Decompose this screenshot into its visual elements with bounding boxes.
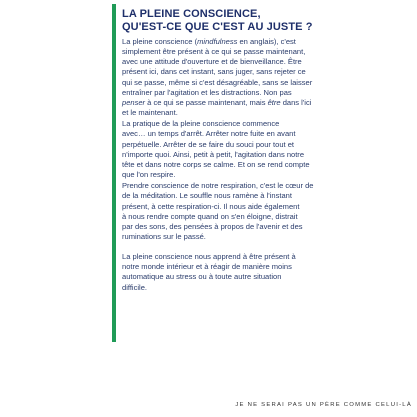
- text-run: simplement être présent à ce qui se passe maintenant,: [122, 47, 306, 57]
- text-run: à ce qui se passe maintenant, mais: [145, 97, 268, 107]
- text-line: [122, 181, 312, 191]
- text-line: [122, 150, 312, 160]
- text-run: que l'on respire.: [122, 170, 176, 180]
- text-run: tête et dans notre corps se calme. Et on se rend compte: [122, 159, 310, 169]
- text-line: [122, 252, 312, 262]
- running-footer: JE NE SERAI PAS UN PÈRE COMME CELUI-LÀ: [235, 402, 412, 408]
- green-vertical-rule: [112, 4, 116, 342]
- paragraph: [122, 119, 312, 180]
- emphasized-text: être: [267, 97, 281, 107]
- text-line: [122, 232, 312, 242]
- text-line: [122, 108, 312, 118]
- body-text: [122, 37, 312, 293]
- text-run: Prendre conscience de notre respiration, c'est le cœur de: [122, 181, 314, 191]
- text-line: [122, 191, 312, 201]
- text-run: qui se passe, même si c'est désagréable, sans se laisser: [122, 77, 313, 87]
- text-line: [122, 212, 312, 222]
- emphasized-text: mindfulness: [197, 37, 238, 46]
- text-run: en anglais), c'est: [237, 37, 296, 46]
- text-line: [122, 222, 312, 232]
- text-run: notre monde intérieur et à réagir de manière moins: [122, 262, 292, 272]
- text-line: [122, 283, 312, 293]
- text-run: avec une attitude d'ouverture et de bienveillance. Être: [122, 57, 302, 67]
- paragraph: [122, 252, 312, 293]
- sidebar-box: [122, 8, 312, 293]
- text-run: La pleine conscience nous apprend à être présent à: [122, 252, 296, 262]
- text-line: [122, 119, 312, 129]
- section-title-line-2: QU'EST-CE QUE C'EST AU JUSTE ?: [122, 21, 313, 33]
- text-run: n'importe quoi. Ainsi, petit à petit, l'agitation dans notre: [122, 149, 305, 159]
- text-line: [122, 37, 312, 47]
- text-run: La pleine conscience (: [122, 37, 198, 46]
- text-line: [122, 160, 312, 170]
- text-run: et le maintenant.: [122, 108, 178, 118]
- text-line: [122, 57, 312, 67]
- text-line: [122, 202, 312, 212]
- text-line: [122, 262, 312, 272]
- text-run: automatique au stress ou à toute autre situation: [122, 272, 282, 282]
- text-run: La pratique de la pleine conscience commence: [122, 119, 280, 129]
- section-title: [122, 8, 312, 34]
- text-run: avec… un temps d'arrêt. Arrêter notre fuite en avant: [122, 129, 296, 139]
- text-run: de la méditation. Le souffle nous ramène à l'instant: [122, 191, 292, 201]
- text-run: perpétuelle. Arrêter de se faire du souci pour tout et: [122, 139, 295, 149]
- text-run: présent ici, dans cet instant, sans juger, sans rejeter ce: [122, 67, 306, 77]
- text-run: dans l'ici: [280, 97, 312, 107]
- text-line: [122, 129, 312, 139]
- paragraph: [122, 37, 312, 118]
- text-run: ruminations sur le passé.: [122, 231, 206, 241]
- text-run: à nous rendre compte quand on s'en éloigne, distrait: [122, 211, 298, 221]
- emphasized-text: penser: [122, 97, 146, 107]
- text-line: [122, 67, 312, 77]
- text-line: [122, 88, 312, 98]
- text-line: [122, 47, 312, 57]
- text-run: entraîner par l'agitation et les distractions. Non pas: [122, 87, 292, 97]
- text-line: [122, 98, 312, 108]
- text-line: [122, 170, 312, 180]
- text-run: difficile.: [122, 282, 148, 292]
- text-run: par des sons, des pensées à propos de l'avenir et des: [122, 221, 303, 231]
- text-line: [122, 272, 312, 282]
- text-line: [122, 78, 312, 88]
- section-title-line-1: LA PLEINE CONSCIENCE,: [122, 8, 261, 20]
- paragraph: [122, 181, 312, 242]
- text-run: présent, à cette respiration-ci. Il nous aide également: [122, 201, 300, 211]
- text-line: [122, 140, 312, 150]
